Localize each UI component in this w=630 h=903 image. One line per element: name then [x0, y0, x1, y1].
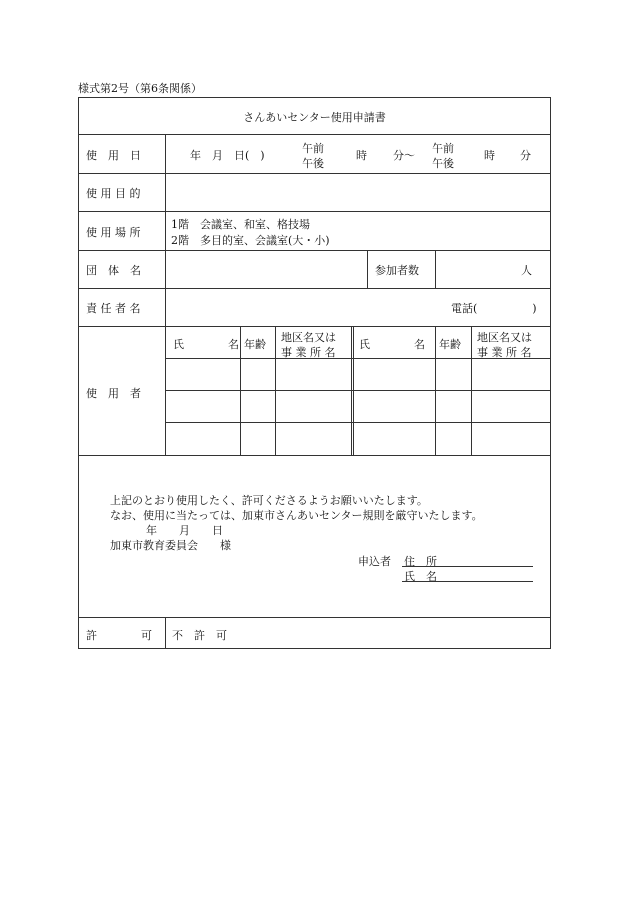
users-header-name: 氏 名	[359, 338, 425, 351]
name-underline[interactable]	[402, 581, 533, 582]
applicant-name-label: 氏 名	[404, 570, 437, 583]
form-title: さんあいセンター使用申請書	[243, 111, 386, 124]
am-label-1: 午前	[302, 142, 324, 155]
applicant-label: 申込者	[358, 555, 391, 568]
rule	[435, 250, 436, 288]
rule	[165, 422, 551, 423]
hour-label-2[interactable]: 時	[484, 149, 495, 162]
participants-label: 参加者数	[375, 264, 419, 277]
permission-label: 許 可	[86, 629, 152, 642]
users-header-district: 地区名又は	[477, 331, 532, 344]
date-label: 使 用 日	[86, 149, 141, 162]
rule	[78, 211, 551, 212]
location-option-floor2[interactable]: 2階 多目的室、会議室(大・小)	[171, 234, 330, 247]
rule	[78, 617, 551, 618]
group-name-label: 団 体 名	[86, 264, 141, 277]
users-label: 使 用 者	[86, 387, 141, 400]
rule	[165, 617, 166, 649]
users-header-age: 年齢	[244, 338, 266, 351]
rule	[165, 134, 166, 455]
am-label-2: 午前	[432, 142, 454, 155]
minute-label-2[interactable]: 分	[520, 149, 531, 162]
users-header-district: 事 業 所 名	[477, 346, 532, 359]
rule	[165, 390, 551, 391]
purpose-field[interactable]	[167, 175, 549, 210]
rule	[78, 134, 551, 135]
form-number: 様式第2号（第6条関係）	[78, 82, 202, 95]
pm-label-2: 午後	[432, 157, 454, 170]
hour-label-1[interactable]: 時	[356, 149, 367, 162]
location-label: 使 用 場 所	[86, 226, 141, 239]
date-ymd[interactable]: 年 月 日( )	[190, 149, 265, 162]
users-header-district: 事 業 所 名	[281, 346, 336, 359]
rule	[78, 326, 551, 327]
rule	[78, 288, 551, 289]
users-header-name: 氏 名	[173, 338, 239, 351]
rule	[240, 326, 241, 455]
permission-value[interactable]: 不 許 可	[172, 629, 227, 642]
users-header-district: 地区名又は	[281, 331, 336, 344]
address-underline[interactable]	[402, 566, 533, 567]
declaration-line1: 上記のとおり使用したく、許可くださるようお願いいたします。	[110, 494, 428, 507]
rule	[78, 173, 551, 174]
users-header-age: 年齢	[439, 338, 461, 351]
phone-label[interactable]: 電話( )	[451, 302, 537, 315]
rule	[78, 455, 551, 456]
rule	[471, 326, 472, 455]
application-date[interactable]: 年 月 日	[146, 524, 223, 537]
rule	[275, 326, 276, 455]
rule	[351, 326, 352, 455]
pm-label-1: 午後	[302, 157, 324, 170]
rule	[435, 326, 436, 455]
group-name-field[interactable]	[167, 252, 365, 287]
rule	[367, 250, 368, 288]
minute-label-1[interactable]: 分～	[393, 149, 415, 162]
participants-unit[interactable]: 人	[521, 264, 532, 277]
declaration-line2: なお、使用に当たっては、加東市さんあいセンター規則を厳守いたします。	[110, 509, 483, 522]
rule	[353, 326, 354, 455]
rule	[78, 250, 551, 251]
purpose-label: 使 用 目 的	[86, 187, 141, 200]
location-option-floor1[interactable]: 1階 会議室、和室、格技場	[171, 218, 310, 231]
applicant-address-label: 住 所	[404, 555, 437, 568]
responsible-label: 責 任 者 名	[86, 302, 141, 315]
addressee: 加東市教育委員会 様	[110, 539, 231, 552]
